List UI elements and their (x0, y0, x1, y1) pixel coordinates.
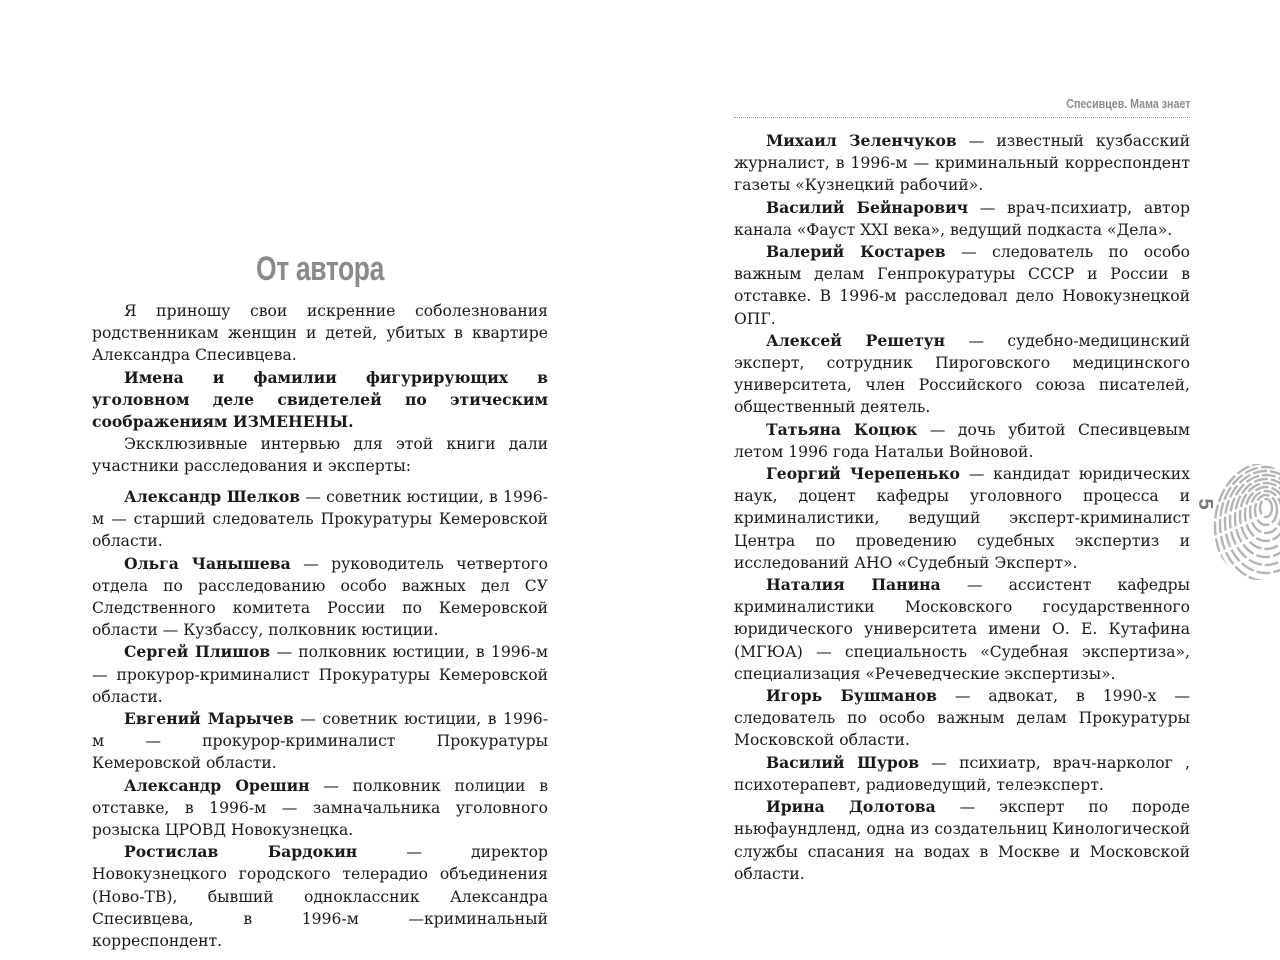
interviewee-name: Татьяна Коцюк (766, 419, 918, 439)
interviewee-name: Игорь Бушманов (766, 686, 937, 706)
running-header: Спесивцев. Мама знает (1065, 96, 1190, 111)
interviewee-entry: Ростислав Бардокин — директор Новокузнецкого городского телерадио объединения (Ново-ТВ), бывший одноклассник Александра Спесивцева, в 1996-м —криминальный корреспондент. (92, 842, 548, 951)
interviewee-entry: Алексей Решетун — судебно-медицинский эксперт, сотрудник Пироговского медицинского университета, член Российского союза писателей, общественный деятель. (734, 330, 1190, 417)
interviewee-name: Василий Бейнарович (766, 197, 969, 217)
fingerprint-icon (1196, 462, 1280, 582)
interviewee-entry: Ирина Долотова — эксперт по породе ньюфаундленд, одна из создательниц Кинологической службы спасания на водах в Москве и Московской области. (734, 797, 1190, 883)
interviewee-name: Александр Шелков (124, 487, 301, 506)
interviewee-name: Михаил Зеленчуков (766, 131, 957, 150)
interviewee-name: Евгений Марычев (124, 709, 294, 729)
interviewee-entry: Евгений Марычев — советник юстиции, в 1996-м — прокурор-криминалист Прокуратуры Кемеровской области. (92, 709, 548, 773)
interviewee-entry: Наталия Панина — ассистент кафедры криминалистики Московского государственного юридического университета имени О. Е. Кутафина (МГЮА) — специальность «Судебная экспертиза», специализация «Речеведческие экспертизы». (734, 575, 1190, 683)
interviewee-name: Ирина Долотова (766, 797, 936, 817)
interviewee-name: Георгий Черепенько (766, 464, 960, 484)
interviewee-entry: Сергей Плишов — полковник юстиции, в 1996-м — прокурор-криминалист Прокуратуры Кемеровской области. (92, 642, 548, 706)
interviewee-entry: Александр Орешин — полковник полиции в отставке, в 1996-м — замначальника уголовного розыска ЦРОВД Новокузнецка. (92, 775, 548, 840)
interviewee-entry: Василий Шуров — психиатр, врач-нарколог , психотерапевт, радиоведущий, телеэксперт. (734, 752, 1191, 794)
interviewee-name: Ростислав Бардокин (124, 842, 358, 862)
page-number: 5 (1194, 498, 1216, 510)
chapter-title: От автора (256, 250, 384, 288)
interviewee-name: Сергей Плишов (124, 642, 271, 662)
intro-paragraph: Я приношу свои искренние соболезнования родственникам женщин и детей, убитых в квартире Александра Спесивцева. (92, 302, 548, 365)
interviewee-entry: Игорь Бушманов — адвокат, в 1990-х — следователь по особо важным делам Прокуратуры Московской области. (734, 686, 1190, 750)
interviewee-entry: Георгий Черепенько — кандидат юридических наук, доцент кафедры уголовного процесса и криминалистики, ведущий эксперт-криминалист Центра по проведению судебных экспертиз и исследований АНО «Судебный Эксперт». (734, 464, 1190, 572)
interviewee-name: Ольга Чанышева (124, 553, 291, 573)
interviewee-entry: Александр Шелков — советник юстиции, в 1996-м — старший следователь Прокуратуры Кемеровской области. (92, 487, 548, 551)
interviewee-name: Алексей Решетун (766, 330, 946, 350)
interviewee-list (734, 130, 1190, 885)
intro-text (92, 300, 548, 478)
interviewee-entry: Валерий Костарев — следователь по особо важным делам Генпрокуратуры СССР и России в отставке. В 1996-м расследовал дело Новокузнецкой ОПГ. (734, 242, 1190, 328)
interviewee-name: Василий Шуров (766, 752, 920, 772)
header-divider (734, 117, 1190, 118)
interviewee-name: Валерий Костарев (766, 242, 946, 262)
interviewee-list (92, 486, 548, 952)
intro-paragraph: Имена и фамилии фигурирующих в уголовном деле свидетелей по этическим соображениям ИЗМЕНЕНЫ. (92, 367, 548, 432)
interviewee-name: Александр Орешин (124, 775, 310, 795)
interviewee-entry: Ольга Чанышева — руководитель четвертого отдела по расследованию особо важных дел СУ Следственного комитета России по Кемеровской области — Кузбассу, полковник юстиции. (92, 553, 548, 640)
interviewee-entry: Михаил Зеленчуков — известный кузбасский журналист, в 1996-м — криминальный корреспондент газеты «Кузнецкий рабочий». (734, 131, 1190, 195)
interviewee-entry: Татьяна Коцюк — дочь убитой Спесивцевым летом 1996 года Натальи Войновой. (734, 419, 1191, 461)
interviewee-name: Наталия Панина (766, 575, 941, 595)
intro-paragraph: Эксклюзивные интервью для этой книги дали участники расследования и эксперты: (92, 435, 548, 476)
interviewee-entry: Василий Бейнарович — врач-психиатр, автор канала «Фауст XXI века», ведущий подкаста «Дела». (734, 197, 1190, 239)
